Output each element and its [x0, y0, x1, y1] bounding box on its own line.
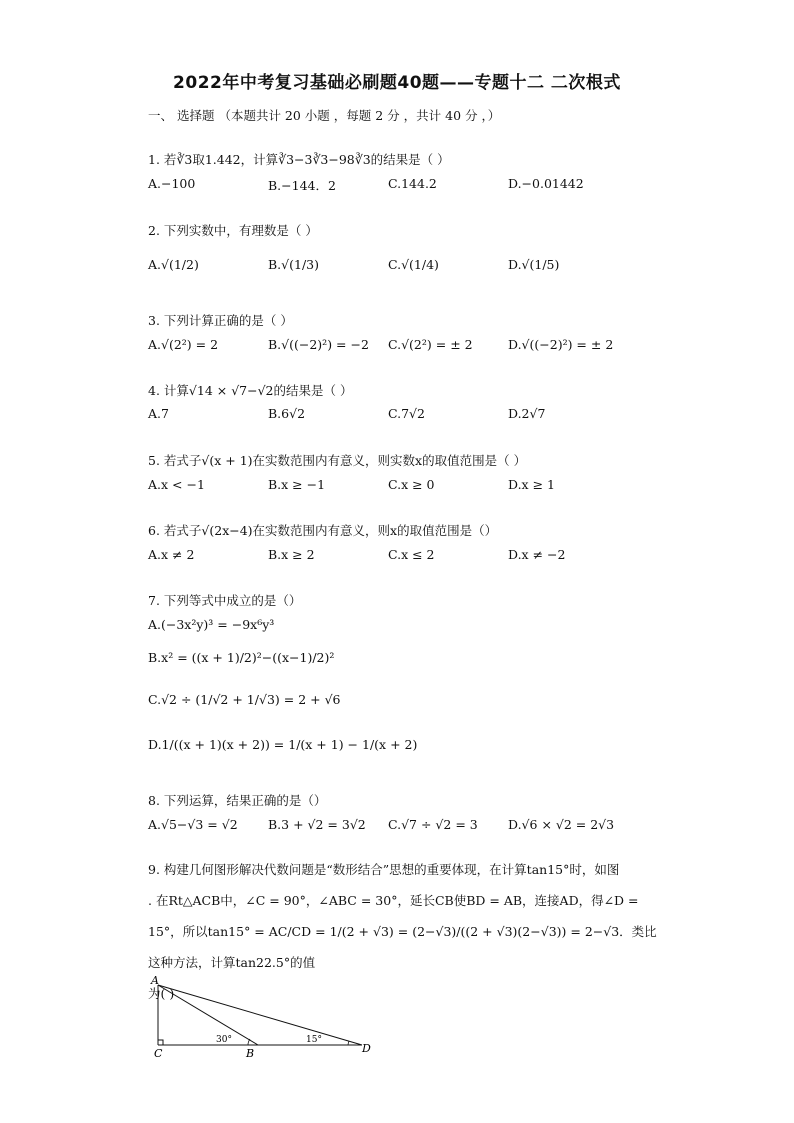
label-a: A — [151, 974, 159, 987]
option-d[interactable]: D.√(1/5) — [508, 257, 560, 272]
option-c[interactable]: C.x ≤ 2 — [388, 547, 435, 562]
option-b[interactable]: B.6√2 — [268, 406, 306, 421]
option-b[interactable]: B.−144．2 — [268, 178, 336, 193]
segment-ab — [158, 985, 258, 1045]
question-1-stem: 1. 若∛3取1.442，计算∛3−3∛3−98∛3的结果是（ ） — [148, 152, 450, 167]
question-6-stem: 6. 若式子√(2x−4)在实数范围内有意义，则x的取值范围是（） — [148, 523, 498, 538]
option-a[interactable]: A.7 — [148, 406, 169, 421]
option-a[interactable]: A.√5−√3 = √2 — [148, 817, 238, 832]
section-heading: 一、 选择题 （本题共计 20 小题 ，每题 2 分 ，共计 40 分 ，） — [148, 108, 501, 123]
angle-b-arc — [248, 1039, 250, 1045]
option-d[interactable]: D.−0.01442 — [508, 176, 584, 191]
option-a[interactable]: A.(−3x²y)³ = −9x⁶y³ — [148, 617, 275, 632]
question-8-stem: 8. 下列运算，结果正确的是（） — [148, 793, 327, 808]
page-title: 2022年中考复习基础必刷题40题——专题十二 二次根式 — [173, 73, 621, 93]
option-c[interactable]: C.√(1/4) — [388, 257, 439, 272]
right-angle-mark — [158, 1040, 163, 1045]
label-d: D — [362, 1042, 371, 1055]
label-c: C — [154, 1047, 163, 1060]
option-b[interactable]: B.x² = ((x + 1)/2)²−((x−1)/2)² — [148, 650, 335, 665]
option-c[interactable]: C.√7 ÷ √2 = 3 — [388, 817, 478, 832]
option-d[interactable]: D.√((−2)²) = ± 2 — [508, 337, 614, 352]
question-5-stem: 5. 若式子√(x + 1)在实数范围内有意义，则实数x的取值范围是（ ） — [148, 453, 527, 468]
question-9-line-4: 为( ) — [148, 986, 175, 1001]
option-d[interactable]: D.1/((x + 1)(x + 2)) = 1/(x + 1) − 1/(x + 2) — [148, 737, 418, 752]
option-a[interactable]: A.−100 — [148, 176, 196, 191]
question-7-stem: 7. 下列等式中成立的是（） — [148, 593, 302, 608]
option-d[interactable]: D.x ≠ −2 — [508, 547, 566, 562]
option-b[interactable]: B.√(1/3) — [268, 257, 319, 272]
question-4-stem: 4. 计算√14 × √7−√2的结果是（ ） — [148, 383, 353, 398]
question-3-stem: 3. 下列计算正确的是（ ） — [148, 313, 293, 328]
option-a[interactable]: A.√(2²) = 2 — [148, 337, 219, 352]
segment-ad — [158, 985, 362, 1045]
label-b: B — [246, 1047, 255, 1060]
option-d[interactable]: D.2√7 — [508, 406, 546, 421]
option-c[interactable]: C.144.2 — [388, 176, 437, 191]
option-c[interactable]: C.7√2 — [388, 406, 425, 421]
question-9-line-1: 9. 构建几何图形解决代数问题是“数形结合”思想的重要体现，在计算tan15°时，如图 — [148, 862, 620, 877]
question-9-line-2: . 在Rt△ACB中，∠C = 90°，∠ABC = 30°，延长CB使BD = AB，连接AD，得∠D = — [148, 893, 639, 908]
option-d[interactable]: D.x ≥ 1 — [508, 477, 555, 492]
angle-d-arc — [348, 1041, 349, 1045]
option-b[interactable]: B.x ≥ −1 — [268, 477, 326, 492]
option-d[interactable]: D.√6 × √2 = 2√3 — [508, 817, 615, 832]
angle-d-label: 15° — [306, 1035, 322, 1045]
question-9-line-3: 15°，所以tan15° = AC/CD = 1/(2 + √3) = (2−√3)/((2 + √3)(2−√3)) = 2−√3．类比这种方法，计算tan22.5°的值 — [148, 924, 657, 970]
option-a[interactable]: A.√(1/2) — [148, 257, 199, 272]
option-a[interactable]: A.x ≠ 2 — [148, 547, 195, 562]
question-2-stem: 2. 下列实数中，有理数是（ ） — [148, 223, 318, 238]
option-b[interactable]: B.3 + √2 = 3√2 — [268, 817, 366, 832]
option-c[interactable]: C.√2 ÷ (1/√2 + 1/√3) = 2 + √6 — [148, 692, 341, 707]
option-b[interactable]: B.x ≥ 2 — [268, 547, 315, 562]
option-c[interactable]: C.x ≥ 0 — [388, 477, 435, 492]
option-b[interactable]: B.√((−2)²) = −2 — [268, 337, 369, 352]
angle-b-label: 30° — [216, 1035, 232, 1045]
option-c[interactable]: C.√(2²) = ± 2 — [388, 337, 473, 352]
triangle-figure — [140, 970, 390, 1065]
option-a[interactable]: A.x < −1 — [148, 477, 205, 492]
